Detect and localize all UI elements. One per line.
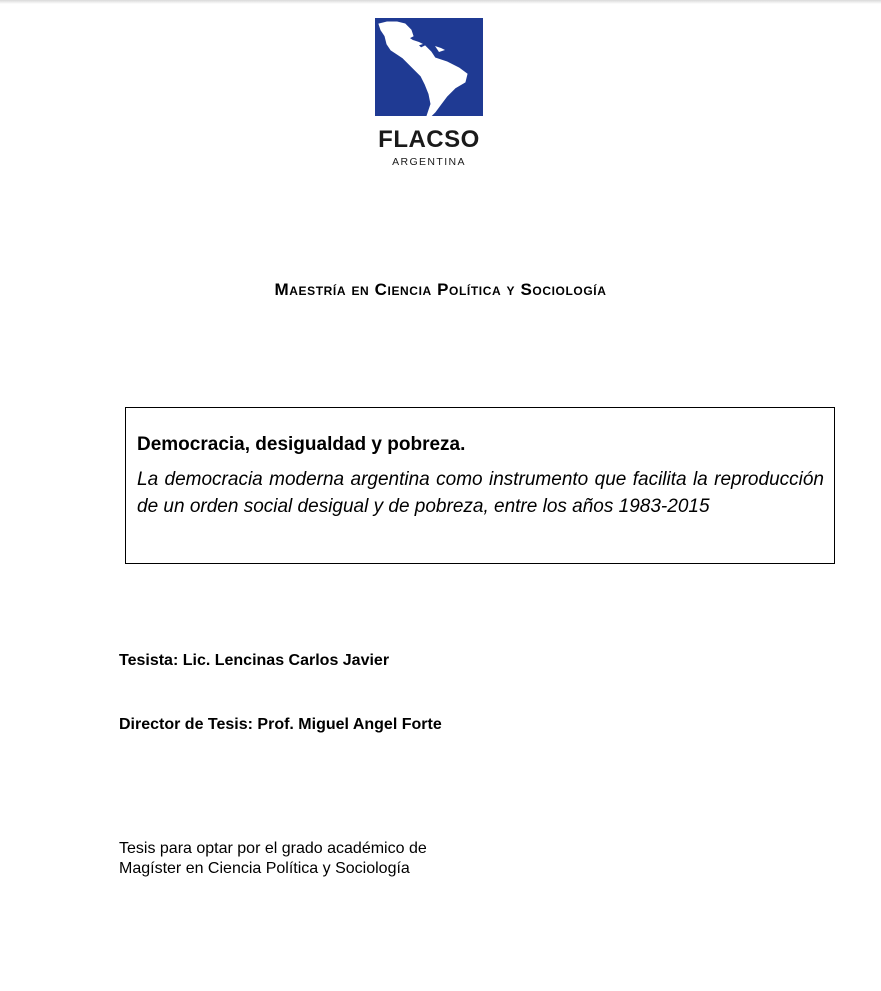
program-heading: Maestría en Ciencia Política y Sociología (274, 280, 607, 299)
latin-america-map-icon (375, 18, 483, 116)
logo-subtitle: ARGENTINA (392, 156, 466, 168)
thesis-title-box (125, 407, 835, 564)
page-top-edge (0, 0, 881, 4)
author-line: Tesista: Lic. Lencinas Carlos Javier (119, 652, 390, 669)
flacso-logo (372, 18, 486, 178)
logo-wordmark: FLACSO (378, 126, 480, 153)
degree-statement (119, 839, 427, 879)
thesis-subtitle: La democracia moderna argentina como instrumento que facilita la reproducción de un orden social desigual y de pobreza, entre los años 1983-2015 (137, 469, 824, 517)
director-line: Director de Tesis: Prof. Miguel Angel Forte (119, 716, 442, 733)
degree-line-2: Magíster en Ciencia Política y Sociología (119, 860, 410, 877)
thesis-title: Democracia, desigualdad y pobreza. (137, 434, 466, 455)
degree-line-1: Tesis para optar por el grado académico de (119, 840, 427, 857)
